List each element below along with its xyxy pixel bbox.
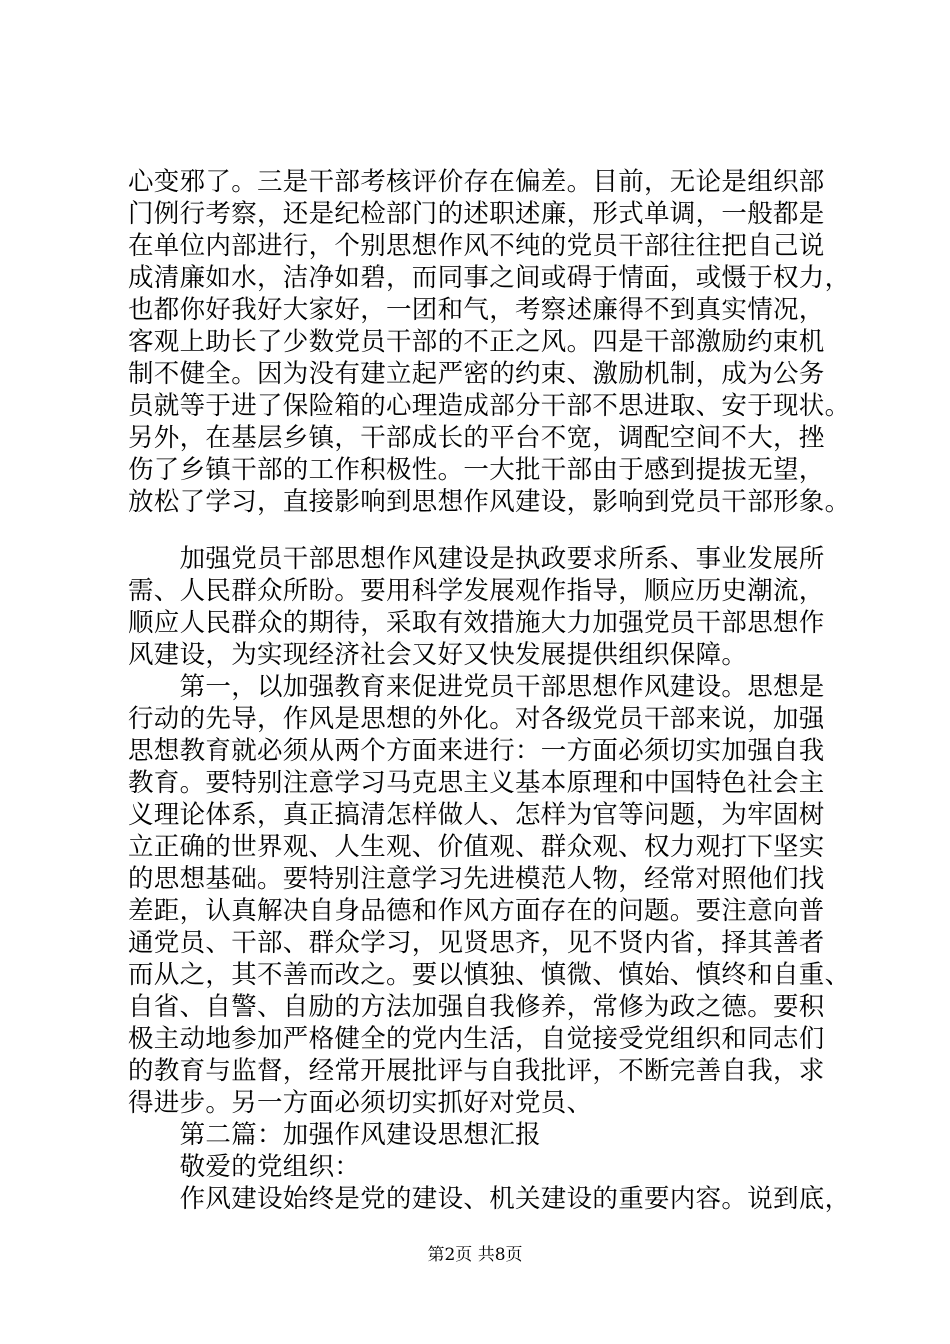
text-line: 制不健全。因为没有建立起严密的约束、激励机制，成为公务 [128, 359, 825, 389]
text-line: 加强党员干部思想作风建设是执政要求所系、事业发展所 [128, 544, 825, 574]
text-line: 也都你好我好大家好，一团和气，考察述廉得不到真实情况， [128, 295, 825, 325]
text-line: 教育。要特别注意学习马克思主义基本原理和中国特色社会主 [128, 768, 825, 798]
text-line: 心变邪了。三是干部考核评价存在偏差。目前，无论是组织部 [128, 167, 825, 197]
text-line: 作风建设始终是党的建设、机关建设的重要内容。说到底， [128, 1184, 851, 1214]
text-line: 放松了学习，直接影响到思想作风建设，影响到党员干部形象。 [128, 487, 851, 517]
text-line: 风建设，为实现经济社会又好又快发展提供组织保障。 [128, 640, 748, 670]
text-line: 在单位内部进行，个别思想作风不纯的党员干部往往把自己说 [128, 231, 825, 261]
text-line: 门例行考察，还是纪检部门的述职述廉，形式单调，一般都是 [128, 199, 825, 229]
text-line: 得进步。另一方面必须切实抓好对党员、 [128, 1088, 593, 1118]
section-heading: 第二篇：加强作风建设思想汇报 [128, 1120, 541, 1150]
text-line: 立正确的世界观、人生观、价值观、群众观、权力观打下坚实 [128, 832, 825, 862]
text-line: 伤了乡镇干部的工作积极性。一大批干部由于感到提拔无望， [128, 455, 825, 485]
text-line: 极主动地参加严格健全的党内生活，自觉接受党组织和同志们 [128, 1024, 825, 1054]
text-line: 另外，在基层乡镇，干部成长的平台不宽，调配空间不大，挫 [128, 423, 825, 453]
text-line: 员就等于进了保险箱的心理造成部分干部不思进取、安于现状。 [128, 391, 851, 421]
text-line: 差距，认真解决自身品德和作风方面存在的问题。要注意向普 [128, 896, 825, 926]
salutation: 敬爱的党组织： [128, 1152, 361, 1182]
text-line: 行动的先导，作风是思想的外化。对各级党员干部来说，加强 [128, 704, 825, 734]
text-line: 需、人民群众所盼。要用科学发展观作指导，顺应历史潮流， [128, 576, 825, 606]
page-number-footer: 第2页 共8页 [427, 1245, 523, 1265]
text-line: 成清廉如水，洁净如碧，而同事之间或碍于情面，或慑于权力， [128, 263, 851, 293]
text-line: 第一，以加强教育来促进党员干部思想作风建设。思想是 [128, 672, 825, 702]
text-line: 顺应人民群众的期待，采取有效措施大力加强党员干部思想作 [128, 608, 825, 638]
text-line: 自省、自警、自励的方法加强自我修养，常修为政之德。要积 [128, 992, 825, 1022]
text-line: 义理论体系，真正搞清怎样做人、怎样为官等问题，为牢固树 [128, 800, 825, 830]
text-line: 而从之，其不善而改之。要以慎独、慎微、慎始、慎终和自重、 [128, 960, 851, 990]
text-line: 的思想基础。要特别注意学习先进模范人物，经常对照他们找 [128, 864, 825, 894]
text-line: 的教育与监督，经常开展批评与自我批评，不断完善自我，求 [128, 1056, 825, 1086]
text-line: 思想教育就必须从两个方面来进行：一方面必须切实加强自我 [128, 736, 825, 766]
text-line: 客观上助长了少数党员干部的不正之风。四是干部激励约束机 [128, 327, 825, 357]
text-line: 通党员、干部、群众学习，见贤思齐，见不贤内省，择其善者 [128, 928, 825, 958]
